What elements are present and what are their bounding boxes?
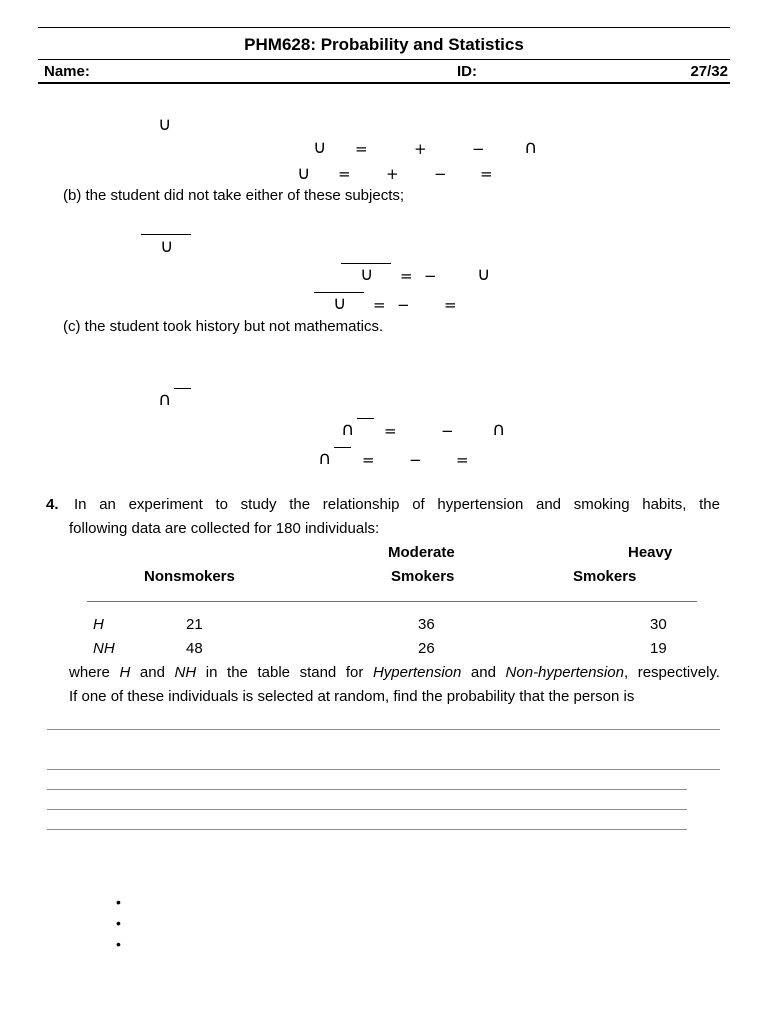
table-cell: 48 <box>186 640 203 657</box>
page-number: 27/32 <box>690 63 728 80</box>
table-cell: 36 <box>418 616 435 633</box>
col-header-smokers: Smokers <box>573 568 637 585</box>
col-header-smokers: Smokers <box>391 568 455 585</box>
table-cell: 30 <box>650 616 667 633</box>
col-header-nonsmokers: Nonsmokers <box>144 568 235 585</box>
nh-symbol: NH <box>174 664 197 681</box>
intersect-symbol: ∩ <box>492 419 506 440</box>
col-header-heavy: Heavy <box>628 544 673 561</box>
minus-sign: − <box>397 296 410 314</box>
where-text: where <box>69 664 120 681</box>
table-cell: 26 <box>418 640 435 657</box>
bullet-point: • <box>116 894 121 910</box>
table-cell: 21 <box>186 616 203 633</box>
equals-sign: = <box>400 267 413 285</box>
intersect-symbol: ∩ <box>158 389 172 410</box>
minus-sign: − <box>434 165 447 183</box>
where-text: in the table stand for <box>196 664 373 681</box>
union-symbol: ∪ <box>360 264 374 285</box>
equals-sign: = <box>444 296 457 314</box>
question-prompt: If one of these individuals is selected at random, find the probability that the person is <box>69 688 635 705</box>
union-symbol: ∪ <box>158 114 172 135</box>
part-b-text: (b) the student did not take either of these subjects; <box>63 187 405 204</box>
equals-sign: = <box>384 422 397 440</box>
header-bottom-rule <box>38 82 730 84</box>
question-intro-line1: In an experiment to study the relationship of hypertension and smoking habits, the <box>74 496 720 513</box>
hypertension-term: Hypertension <box>372 664 462 681</box>
col-header-moderate: Moderate <box>388 544 455 561</box>
minus-sign: − <box>409 451 422 469</box>
complement-bar <box>334 447 351 448</box>
minus-sign: − <box>441 422 454 440</box>
answer-line <box>47 809 687 810</box>
h-symbol: H <box>119 664 131 681</box>
table-rule <box>87 601 697 602</box>
union-symbol: ∪ <box>297 163 311 184</box>
union-symbol: ∪ <box>160 236 174 257</box>
union-symbol: ∪ <box>477 264 491 285</box>
intersect-symbol: ∩ <box>524 137 538 158</box>
complement-bar <box>174 388 191 389</box>
answer-line <box>47 789 687 790</box>
complement-bar <box>357 418 374 419</box>
plus-sign: + <box>414 140 427 158</box>
id-label: ID: <box>457 63 477 80</box>
name-label: Name: <box>44 63 90 80</box>
equals-sign: = <box>355 140 368 158</box>
equals-sign: = <box>480 165 493 183</box>
equals-sign: = <box>362 451 375 469</box>
header-top-rule <box>38 27 730 28</box>
complement-bar <box>141 234 191 235</box>
answer-line <box>47 829 687 830</box>
minus-sign: − <box>472 140 485 158</box>
intersect-symbol: ∩ <box>318 448 332 469</box>
non-hypertension-term: Non-hypertension <box>505 664 624 681</box>
page-title: PHM628: Probability and Statistics <box>244 35 524 54</box>
question-number: 4. <box>46 496 59 513</box>
union-symbol: ∪ <box>333 293 347 314</box>
equals-sign: = <box>338 165 351 183</box>
answer-line <box>47 769 720 770</box>
bullet-point: • <box>116 915 121 931</box>
where-text: and <box>461 664 506 681</box>
plus-sign: + <box>386 165 399 183</box>
table-cell: 19 <box>650 640 667 657</box>
part-c-text: (c) the student took history but not mathematics. <box>63 318 384 335</box>
bullet-point: • <box>116 936 121 952</box>
answer-line <box>47 729 720 730</box>
where-sentence <box>69 664 720 681</box>
question-intro-line2: following data are collected for 180 individuals: <box>69 520 380 537</box>
row-label: H <box>93 616 104 633</box>
row-label: NH <box>93 640 115 657</box>
union-symbol: ∪ <box>313 137 327 158</box>
intersect-symbol: ∩ <box>341 419 355 440</box>
where-text: , respectively. <box>623 664 720 681</box>
header-mid-rule <box>38 59 730 60</box>
equals-sign: = <box>373 296 386 314</box>
where-text: and <box>130 664 175 681</box>
minus-sign: − <box>424 267 437 285</box>
equals-sign: = <box>456 451 469 469</box>
